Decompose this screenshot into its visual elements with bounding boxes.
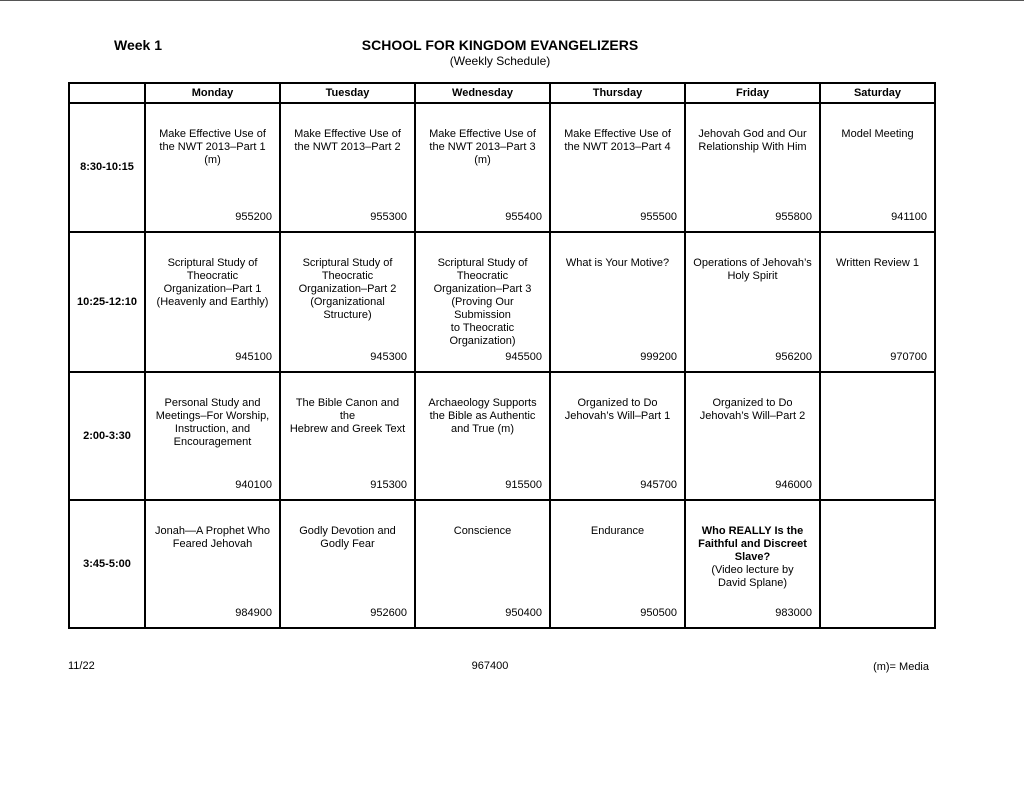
course-title: Scriptural Study of Theocratic Organization–Part 3 (Proving Our Submission to Theocratic Organization) <box>433 257 532 347</box>
day-header: Friday <box>685 83 820 103</box>
course-title: Organized to Do Jehovah’s Will–Part 1 <box>564 397 671 422</box>
course-title: Conscience <box>453 525 512 537</box>
course-title: Organized to Do Jehovah’s Will–Part 2 <box>699 397 806 422</box>
course-title: Endurance <box>590 525 645 537</box>
class-cell <box>280 372 415 500</box>
class-cell <box>550 232 685 372</box>
class-cell <box>145 232 280 372</box>
footer-code: 967400 <box>471 660 509 672</box>
course-code: 945500 <box>505 351 542 363</box>
course-code: 950400 <box>505 607 542 619</box>
course-title: Scriptural Study of Theocratic Organization–Part 2 (Organizational Structure) <box>298 257 397 321</box>
course-code: 956200 <box>775 351 812 363</box>
course-title: Personal Study and Meetings–For Worship, Instruction, and Encouragement <box>155 397 270 448</box>
class-cell <box>145 500 280 628</box>
footer-date: 11/22 <box>68 660 95 672</box>
class-cell <box>280 232 415 372</box>
day-header: Monday <box>145 83 280 103</box>
course-code: 945700 <box>640 479 677 491</box>
class-cell <box>820 372 935 500</box>
course-title: The Bible Canon and the Hebrew and Greek Text <box>289 397 406 435</box>
class-cell <box>550 372 685 500</box>
course-code: 970700 <box>890 351 927 363</box>
header-row <box>69 83 935 103</box>
course-code: 955500 <box>640 211 677 223</box>
course-title: Who REALLY Is the Faithful and Discreet Slave? <box>698 525 807 563</box>
course-note: (Video lecture by David Splane) <box>711 564 794 589</box>
class-cell <box>685 372 820 500</box>
time-slot: 2:00-3:30 <box>69 372 145 500</box>
course-code: 952600 <box>370 607 407 619</box>
class-cell <box>415 232 550 372</box>
course-code: 955400 <box>505 211 542 223</box>
course-title: Make Effective Use of the NWT 2013–Part 3 (m) <box>429 128 536 166</box>
schedule-table <box>68 82 936 629</box>
top-rule <box>0 0 1024 1</box>
class-cell <box>415 103 550 232</box>
course-code: 950500 <box>640 607 677 619</box>
course-title: What is Your Motive? <box>565 257 670 269</box>
course-title: Make Effective Use of the NWT 2013–Part 1 (m) <box>159 128 266 166</box>
course-code: 940100 <box>235 479 272 491</box>
course-title: Jehovah God and Our Relationship With Him <box>698 128 807 153</box>
course-code: 983000 <box>775 607 812 619</box>
course-code: 941100 <box>891 211 927 223</box>
class-cell <box>685 103 820 232</box>
course-code: 984900 <box>235 607 272 619</box>
course-code: 955200 <box>235 211 272 223</box>
schedule-row <box>69 232 935 372</box>
course-title: Scriptural Study of Theocratic Organization–Part 1 (Heavenly and Earthly) <box>156 257 269 308</box>
class-cell <box>415 500 550 628</box>
week-label: Week 1 <box>114 37 162 53</box>
course-code: 999200 <box>640 351 677 363</box>
course-code: 946000 <box>775 479 812 491</box>
course-code: 955300 <box>370 211 407 223</box>
course-title: Make Effective Use of the NWT 2013–Part 4 <box>564 128 671 153</box>
course-title: Model Meeting <box>841 128 914 140</box>
class-cell <box>280 500 415 628</box>
day-header: Wednesday <box>415 83 550 103</box>
course-code: 915300 <box>370 479 407 491</box>
class-cell <box>685 232 820 372</box>
media-legend: (m)= Media <box>873 661 929 673</box>
class-cell <box>820 500 935 628</box>
course-code: 915500 <box>505 479 542 491</box>
class-cell <box>685 500 820 628</box>
schedule-row <box>69 500 935 628</box>
class-cell <box>145 103 280 232</box>
time-slot: 10:25-12:10 <box>69 232 145 372</box>
schedule-row <box>69 372 935 500</box>
day-header: Tuesday <box>280 83 415 103</box>
day-header: Thursday <box>550 83 685 103</box>
course-title <box>821 501 934 525</box>
course-code: 945100 <box>235 351 272 363</box>
class-cell <box>145 372 280 500</box>
corner-cell <box>69 83 145 103</box>
course-title: Make Effective Use of the NWT 2013–Part 2 <box>294 128 401 153</box>
class-cell <box>550 103 685 232</box>
class-cell <box>550 500 685 628</box>
course-title: Jonah—A Prophet Who Feared Jehovah <box>155 525 270 550</box>
class-cell <box>820 103 935 232</box>
course-title: Archaeology Supports the Bible as Authentic and True (m) <box>428 397 537 435</box>
course-code: 955800 <box>775 211 812 223</box>
course-title: Godly Devotion and Godly Fear <box>299 525 396 550</box>
course-title <box>821 373 934 397</box>
class-cell <box>820 232 935 372</box>
course-code: 945300 <box>370 351 407 363</box>
page-subtitle: (Weekly Schedule) <box>449 54 551 68</box>
time-slot: 8:30-10:15 <box>69 103 145 232</box>
page-title: SCHOOL FOR KINGDOM EVANGELIZERS <box>361 37 639 53</box>
class-cell <box>415 372 550 500</box>
schedule-row <box>69 103 935 232</box>
course-title: Operations of Jehovah’s Holy Spirit <box>693 257 812 282</box>
time-slot: 3:45-5:00 <box>69 500 145 628</box>
day-header: Saturday <box>820 83 935 103</box>
course-title: Written Review 1 <box>836 257 919 269</box>
class-cell <box>280 103 415 232</box>
